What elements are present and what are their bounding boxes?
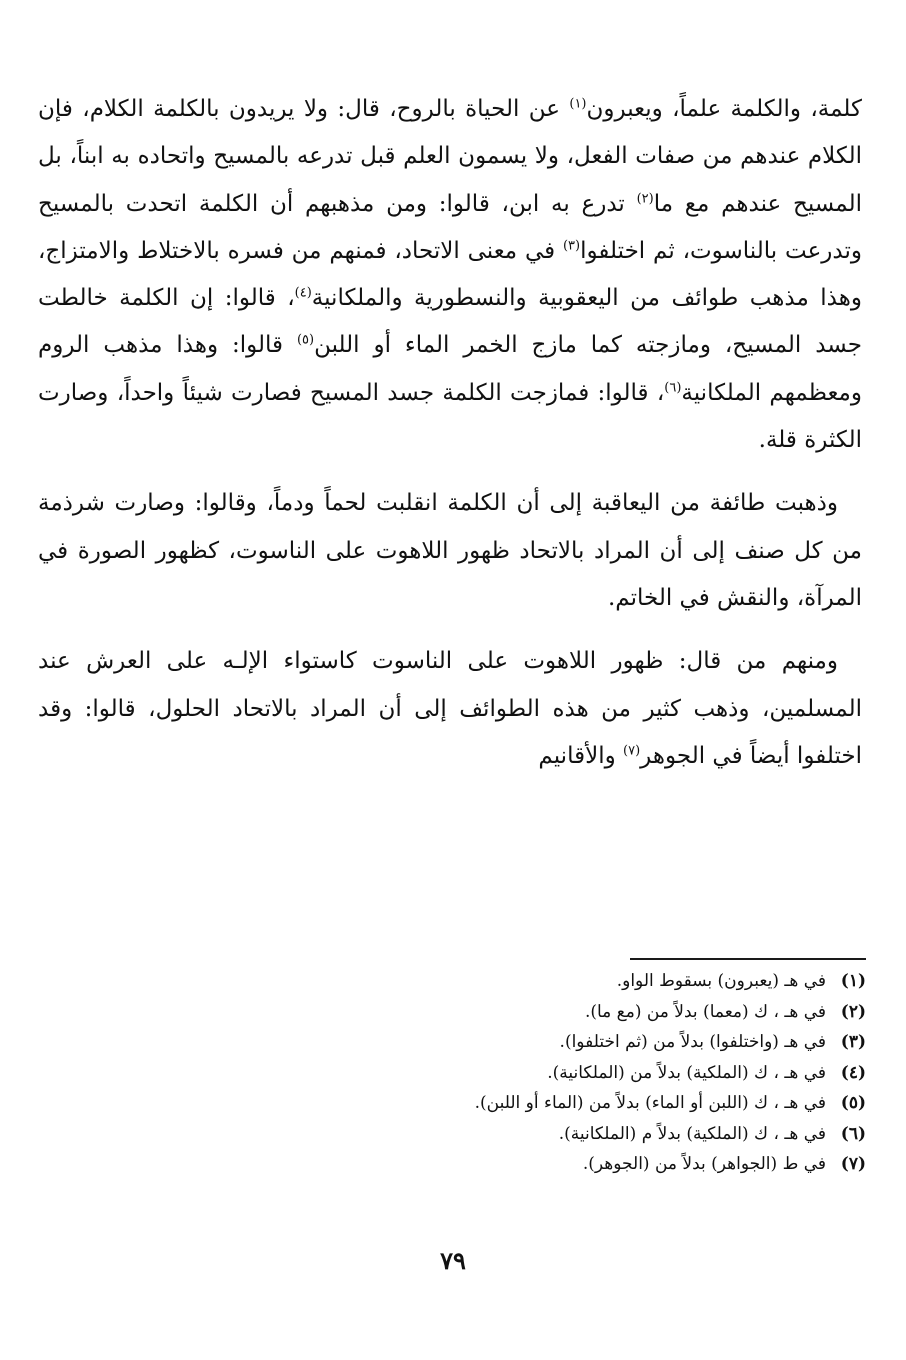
footnote-number: (٦) bbox=[840, 1123, 866, 1144]
main-text bbox=[38, 86, 862, 780]
footnote-number: (٤) bbox=[840, 1062, 866, 1083]
footnote-item bbox=[60, 966, 866, 997]
paragraph bbox=[38, 638, 862, 780]
footnote-number: (٣) bbox=[840, 1032, 866, 1052]
footnote-reference: (٧) bbox=[623, 743, 641, 759]
footnote-item bbox=[60, 1149, 866, 1180]
footnote-item bbox=[60, 1119, 866, 1150]
footnote-text: في هـ ، ك (الملكية) بدلاً م (الملكانية). bbox=[558, 1123, 826, 1144]
footnote-number: (٧) bbox=[840, 1154, 866, 1174]
footnote-text: في هـ ، ك (اللبن أو الماء) بدلاً من (الماء أو اللبن). bbox=[474, 1093, 826, 1113]
footnote-item bbox=[60, 997, 866, 1028]
paragraph-text: وذهبت طائفة من اليعاقبة إلى أن الكلمة انقلبت لحماً ودماً، وقالوا: وصارت شرذمة من كل صنف إلى أن المراد بالاتحاد ظهور اللاهوت على الناسوت، كظهور الصورة في المرآة، والنقش في الخاتم. bbox=[38, 490, 862, 611]
footnote-reference: (٤) bbox=[294, 285, 312, 301]
footnote-text: في هـ ، ك (الملكية) بدلاً من (الملكانية). bbox=[547, 1062, 826, 1083]
paragraph-text: ، قالوا: إن الكلمة خالطت جسد المسيح، ومازجته كما مازج الخمر الماء أو اللبن bbox=[38, 285, 862, 359]
paragraph-text: كلمة، والكلمة علماً، ويعبرون bbox=[586, 96, 862, 122]
footnote-item bbox=[60, 1088, 866, 1119]
footnote-number: (١) bbox=[840, 971, 866, 991]
footnote-reference: (٣) bbox=[562, 238, 581, 254]
footnote-item bbox=[60, 1058, 866, 1089]
footnote-text: في هـ ، ك (معما) بدلاً من (مع ما). bbox=[584, 1001, 826, 1022]
footnote-text: في ط (الجواهر) بدلاً من (الجوهر). bbox=[582, 1154, 826, 1174]
paragraph-text: ومنهم من قال: ظهور اللاهوت على الناسوت كاستواء الإلـه على العرش عند المسلمين، وذهب كثير من هذه الطوائف إلى أن المراد بالاتحاد الحلول، قالوا: وقد اختلفوا أيضاً في الجوهر bbox=[38, 648, 862, 769]
footnote-text: في هـ (واختلفوا) بدلاً من (ثم اختلفوا). bbox=[559, 1032, 826, 1052]
footnote-reference: (٦) bbox=[664, 380, 682, 396]
paragraph bbox=[38, 86, 862, 464]
footnote-reference: (١) bbox=[569, 96, 587, 112]
paragraph-text: عن الحياة بالروح، قال: ولا يريدون بالكلمة الكلام، فإن الكلام عندهم من صفات الفعل، ولا يسمون العلم قبل تدرعه بالمسيح واتحاده به ابناً، بل المسيح عندهم مع ما bbox=[38, 96, 862, 217]
paragraph-text: والأقانيم bbox=[538, 742, 623, 769]
footnote-number: (٢) bbox=[840, 1001, 866, 1022]
footnote-reference: (٥) bbox=[296, 332, 315, 348]
paragraph-text: في معنى الاتحاد، فمنهم من فسره بالاختلاط والامتزاج، وهذا مذهب طوائف من اليعقوبية والنسطورية والملكانية bbox=[38, 237, 862, 312]
footnote-text: في هـ (يعبرون) بسقوط الواو. bbox=[616, 971, 826, 991]
footnotes-list bbox=[60, 966, 866, 1180]
footnote-separator bbox=[630, 958, 866, 960]
paragraph-text: ، قالوا: فمازجت الكلمة جسد المسيح فصارت شيئاً واحداً، وصارت الكثرة قلة. bbox=[38, 379, 862, 454]
paragraph bbox=[38, 480, 862, 622]
paragraph-text: تدرع به ابن، قالوا: ومن مذهبهم أن الكلمة اتحدت بالمسيح وتدرعت بالناسوت، ثم اختلفوا bbox=[38, 190, 862, 264]
footnote-item bbox=[60, 1027, 866, 1058]
footnote-number: (٥) bbox=[840, 1093, 866, 1113]
page-number: ٧٩ bbox=[440, 1246, 466, 1275]
paragraph-text: قالوا: وهذا مذهب الروم ومعظمهم الملكانية bbox=[38, 332, 862, 406]
footnote-reference: (٢) bbox=[636, 190, 654, 206]
